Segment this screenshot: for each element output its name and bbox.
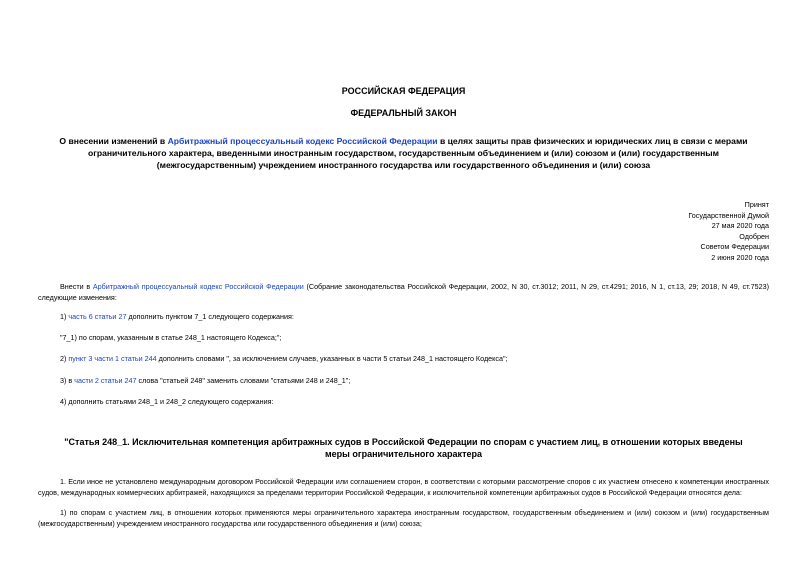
country-heading: РОССИЙСКАЯ ФЕДЕРАЦИЯ <box>341 86 466 96</box>
item-3-post: слова "статьей 248" заменить словами "статьями 248 и 248_1"; <box>136 376 351 385</box>
adoption-block <box>688 200 769 264</box>
apk-link-intro[interactable]: Арбитражный процессуальный кодекс Российской Федерации <box>92 282 304 291</box>
item-3-link[interactable]: части 2 статьи 247 <box>74 376 137 385</box>
item-2-pre: 2) <box>60 354 69 363</box>
approved-by: Советом Федерации <box>700 242 769 252</box>
intro-paragraph <box>38 281 769 303</box>
intro-pre: Внести в <box>60 282 93 291</box>
law-title-pre: О внесении изменений в <box>59 136 168 146</box>
law-title-post: в целях защиты прав физических и юридических лиц в связи с мерами ограничительного характера, введенными иностранным государством, государственным объединением и (или) союзом и (или) государственным (межгосударственным) учреждением иностранного государства или государственного объединения и (или) союза <box>87 136 748 170</box>
item-2-post: дополнить словами ", за исключением случаев, указанных в части 5 статьи 248_1 настоящего Кодекса"; <box>156 354 508 363</box>
item-1-post: дополнить пунктом 7_1 следующего содержания: <box>126 312 294 321</box>
item-3 <box>60 375 350 386</box>
article-para-2: 1) по спорам с участием лиц, в отношении которых применяются меры ограничительного характера иностранным государством, государственным объединением и (или) союзом и (или) государственным (межгосударственным) учреждением иностранного государства или государственного объединения и (или) союза; <box>38 508 769 528</box>
item-2-link[interactable]: пункт 3 части 1 статьи 244 <box>68 354 157 363</box>
item-2 <box>60 353 508 364</box>
adopted-by: Государственной Думой <box>688 210 769 220</box>
adopted-label: Принят <box>744 200 769 209</box>
item-1-link[interactable]: часть 6 статьи 27 <box>68 312 127 321</box>
apk-link-title[interactable]: Арбитражный процессуальный кодекс Российской Федерации <box>167 136 438 146</box>
adopted-date: 27 мая 2020 года <box>711 221 769 231</box>
item-1 <box>60 311 294 322</box>
item-1-quote: "7_1) по спорам, указанным в статье 248_1 настоящего Кодекса;"; <box>60 333 282 342</box>
intro-post: (Собрание законодательства Российской Федерации, 2002, N 30, ст.3012; 2011, N 29, ст.4291; 2016, N 1, ст.13, 29; 2018, N 49, ст.7523) следующие изменения: <box>38 282 769 302</box>
article-para-1: 1. Если иное не установлено международным договором Российской Федерации или соглашением сторон, в соответствии с которыми рассмотрение споров с их участием отнесено к компетенции иностранных судов, международных коммерческих арбитражей, находящихся за пределами территории Российской Федерации, к исключительной компетенции арбитражных судов в Российской Федерации относятся дела: <box>38 477 769 497</box>
approved-label: Одобрен <box>739 231 769 241</box>
article-248-1-heading: "Статья 248_1. Исключительная компетенция арбитражных судов в Российской Федерации по спорам с участием лиц, в отношении которых введены меры ограничительного характера <box>64 437 743 459</box>
law-title <box>38 135 769 171</box>
item-3-pre: 3) в <box>60 376 75 385</box>
doc-type-heading: ФЕДЕРАЛЬНЫЙ ЗАКОН <box>350 108 457 118</box>
approved-date: 2 июня 2020 года <box>711 252 769 262</box>
item-4: 4) дополнить статьями 248_1 и 248_2 следующего содержания: <box>60 397 274 406</box>
item-1-pre: 1) <box>60 312 69 321</box>
